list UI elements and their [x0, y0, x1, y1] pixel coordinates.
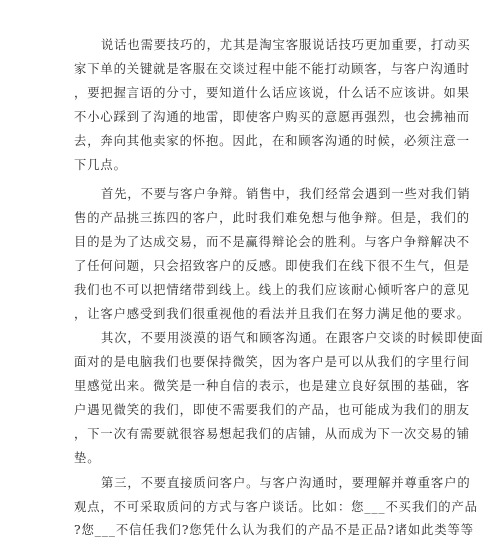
paragraph-2-line-1: 首先，不要与客户争辩。销售中，我们经常会遇到一些对我们销: [101, 187, 471, 201]
paragraph-1-line-2: 家下单的关键就是客服在交谈过程中能不能打动顾客，与客户沟通时: [74, 62, 470, 76]
paragraph-3-line-3: 里感觉出来。微笑是一种自信的表示，也是建立良好氛围的基础，客: [74, 379, 470, 393]
paragraph-1-line-4: 不小心踩到了沟通的地雷，即使客户购买的意愿再强烈，也会拂袖而: [74, 110, 470, 124]
paragraph-1-line-5: 去，奔向其他卖家的怀抱。因此，在和顾客沟通的时候，必须注意一: [74, 134, 470, 148]
paragraph-4-line-2: 观点，不可采取质问的方式与客户谈话。比如：您___不买我们的产品: [74, 500, 478, 514]
paragraph-4-line-1: 第三，不要直接质问客户。与客户沟通时，要理解并尊重客户的: [101, 476, 471, 490]
paragraph-3-line-1: 其次，不要用淡漠的语气和顾客沟通。在跟客户交谈的时候即使面: [101, 331, 484, 345]
paragraph-4-line-3: ?您___不信任我们?您凭什么认为我们的产品不是正品?诸如此类等等: [74, 523, 474, 537]
paragraph-2-line-2: 售的产品挑三拣四的客户，此时我们难免想与他争辩。但是，我们的: [74, 211, 470, 225]
paragraph-2-line-3: 目的是为了达成交易，而不是赢得辩论会的胜利。与客户争辩解决不: [74, 235, 470, 249]
paragraph-1-line-6: 下几点。: [74, 158, 127, 172]
paragraph-3-line-5: ，下一次有需要就很容易想起我们的店铺，从而成为下一次交易的铺: [74, 427, 470, 441]
paragraph-3-line-2: 面对的是电脑我们也要保持微笑，因为客户是可以从我们的字里行间: [74, 355, 470, 369]
paragraph-2-line-6: ，让客户感受到我们很重视他的看法并且我们在努力满足他的要求。: [74, 307, 470, 321]
paragraph-3-line-6: 垫。: [74, 451, 101, 465]
paragraph-1-line-3: ，要把握言语的分寸，要知道什么话应该说，什么话不应该讲。如果: [74, 86, 470, 100]
paragraph-2-line-4: 了任何问题，只会招致客户的反感。即使我们在线下很不生气，但是: [74, 259, 470, 273]
paragraph-3-line-4: 户遇见微笑的我们，即使不需要我们的产品，也可能成为我们的朋友: [74, 403, 470, 417]
paragraph-2-line-5: 我们也不可以把情绪带到线上。线上的我们应该耐心倾听客户的意见: [74, 283, 470, 297]
paragraph-1-line-1: 说话也需要技巧的，尤其是淘宝客服说话技巧更加重要，打动买: [101, 38, 471, 52]
